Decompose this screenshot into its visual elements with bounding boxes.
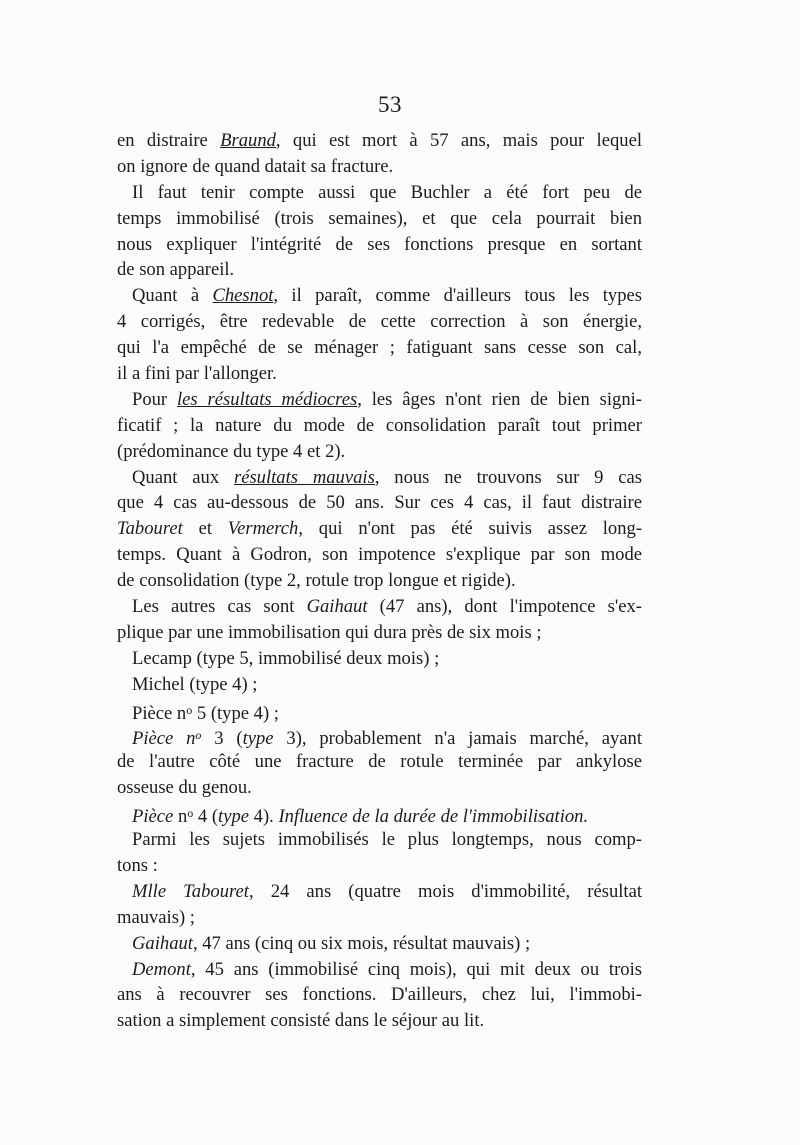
text-line: Tabouret et Vermerch, qui n'ont pas été suivis assez long- <box>117 518 643 540</box>
text-line: qui l'a empêché de se ménager ; fatiguant sans cesse son cal, <box>117 337 642 359</box>
text-line: Demont, 45 ans (immobilisé cinq mois), qui mit deux ou trois <box>132 958 642 980</box>
text-line: Gaihaut, 47 ans (cinq ou six mois, résultat mauvais) ; <box>132 932 531 954</box>
text-line: de son appareil. <box>117 259 235 281</box>
text-line: Les autres cas sont Gaihaut (47 ans), dont l'impotence s'ex- <box>132 596 642 618</box>
text-line: de l'autre côté une fracture de rotule terminée par ankylose <box>117 751 642 773</box>
text-line: ans à recouvrer ses fonctions. D'ailleurs, chez lui, l'immobi- <box>117 984 642 1006</box>
text-line: sation a simplement consisté dans le séjour au lit. <box>117 1010 485 1032</box>
text-line: on ignore de quand datait sa fracture. <box>117 155 394 177</box>
page-number: 53 <box>378 92 402 117</box>
text-line: en distraire Braund, qui est mort à 57 ans, mais pour lequel <box>117 130 642 151</box>
text-line: ficatif ; la nature du mode de consolidation paraît tout primer <box>117 414 642 436</box>
body-text <box>117 128 642 1034</box>
text-line: Quant à Chesnot, il paraît, comme d'ailleurs tous les types <box>132 285 642 307</box>
text-line: de consolidation (type 2, rotule trop longue et rigide). <box>117 570 516 592</box>
text-line: temps immobilisé (trois semaines), et que cela pourrait bien <box>117 207 642 229</box>
text-line: Pièce $n^o$ 4 (type 4). Influence de la durée de l'immobilisation. <box>132 806 589 828</box>
text-line: Michel (type 4) ; <box>132 673 258 695</box>
text-line: Pièce $n^o$ 3 (type 3), probablement n'a jamais marché, ayant <box>132 728 642 750</box>
text-line: Lecamp (type 5, immobilisé deux mois) ; <box>132 647 440 669</box>
text-line: Quant aux résultats mauvais, nous ne trouvons sur 9 cas <box>132 466 642 488</box>
text-line: temps. Quant à Godron, son impotence s'explique par son mode <box>117 544 642 566</box>
text-line: (prédominance du type 4 et 2). <box>117 440 346 462</box>
text-line: Pour les résultats médiocres, les âges n'ont rien de bien signi- <box>132 388 642 410</box>
text-line: tons : <box>117 854 158 876</box>
text-line: 4 corrigés, être redevable de cette correction à son énergie, <box>117 311 642 333</box>
text-line: mauvais) ; <box>117 906 195 928</box>
text-line: il a fini par l'allonger. <box>117 363 277 385</box>
text-line: Parmi les sujets immobilisés le plus longtemps, nous comp- <box>132 829 642 851</box>
text-line: que 4 cas au-dessous de 50 ans. Sur ces 4 cas, il faut distraire <box>117 492 642 514</box>
text-line: Pièce $n^o$ 5 (type 4) ; <box>132 702 279 724</box>
text-line: Il faut tenir compte aussi que Buchler a été fort peu de <box>132 181 642 203</box>
text-line: nous expliquer l'intégrité de ses fonctions presque en sortant <box>117 233 642 255</box>
text-line: Mlle Tabouret, 24 ans (quatre mois d'immobilité, résultat <box>132 880 643 902</box>
text-line: plique par une immobilisation qui dura près de six mois ; <box>117 621 542 643</box>
text-line: osseuse du genou. <box>117 777 252 799</box>
